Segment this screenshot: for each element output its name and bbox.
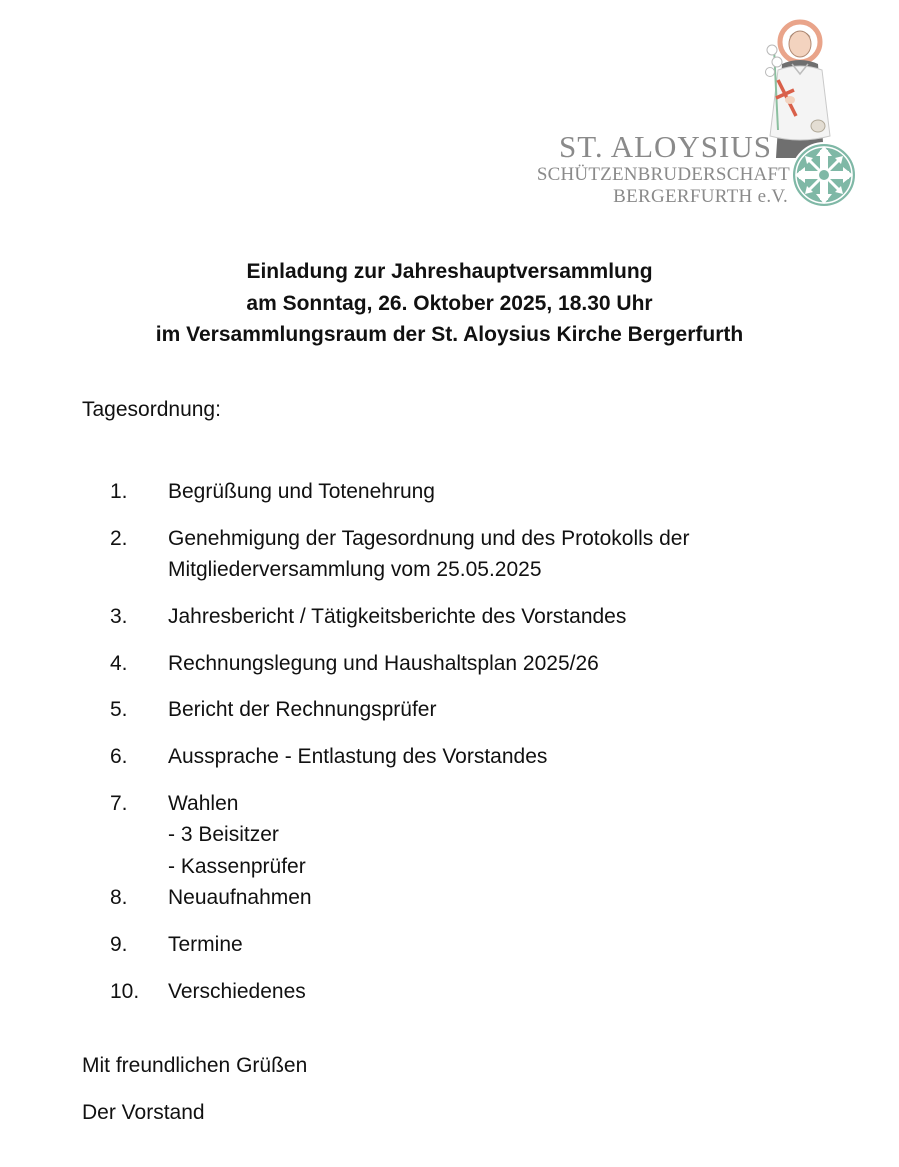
agenda-label: Tagesordnung: — [82, 398, 221, 421]
closing-greeting: Mit freundlichen Grüßen — [82, 1054, 308, 1077]
agenda-item-text — [168, 929, 810, 960]
agenda-item-number: 3. — [110, 604, 128, 628]
logo-location: BERGERFURTH e.V. — [613, 186, 788, 207]
agenda-item-number: 5. — [110, 698, 128, 722]
agenda-item-text — [168, 601, 810, 632]
heading-location: im Versammlungsraum der St. Aloysius Kirche Bergerfurth — [155, 323, 744, 346]
agenda-item-line: Rechnungslegung und Haushaltsplan 2025/26 — [168, 651, 599, 675]
heading-title: Einladung zur Jahreshauptversammlung — [246, 260, 653, 283]
agenda-item-number: 2. — [110, 526, 128, 550]
agenda-item-line: Jahresbericht / Tätigkeitsberichte des Vorstandes — [168, 604, 627, 628]
agenda-item-line: Begrüßung und Totenehrung — [168, 480, 435, 503]
agenda-item-text — [168, 476, 810, 507]
agenda-item — [110, 929, 810, 960]
agenda-item-text — [168, 648, 810, 679]
agenda-item — [110, 694, 810, 725]
agenda-item — [110, 976, 810, 1007]
agenda-item-number: 8. — [110, 885, 128, 909]
agenda-item — [110, 741, 810, 772]
agenda-item-text — [168, 788, 810, 882]
agenda-item-text — [168, 741, 810, 772]
agenda-item-subline: - Kassenprüfer — [168, 854, 306, 878]
agenda-item-line: Aussprache - Entlastung des Vorstandes — [168, 745, 548, 769]
agenda-item-number: 7. — [110, 792, 128, 816]
agenda-item-subline: - 3 Beisitzer — [168, 823, 279, 847]
agenda-item — [110, 601, 810, 632]
agenda-item-number: 1. — [110, 480, 128, 503]
agenda-item-number: 4. — [110, 651, 128, 675]
agenda-item — [110, 476, 810, 507]
agenda-list — [110, 476, 810, 1007]
club-logo — [490, 18, 870, 218]
agenda-item-line: Termine — [168, 932, 243, 956]
agenda-item — [110, 882, 810, 913]
agenda-item-line: Wahlen — [168, 792, 239, 816]
cross-emblem-icon — [789, 140, 859, 210]
agenda-item-text — [168, 882, 810, 913]
agenda-item-text — [168, 523, 810, 586]
heading-date: am Sonntag, 26. Oktober 2025, 18.30 Uhr — [246, 291, 653, 315]
agenda-item — [110, 788, 810, 882]
agenda-item-line: Bericht der Rechnungsprüfer — [168, 698, 437, 722]
invitation-heading — [0, 256, 899, 351]
agenda-item-line: Neuaufnahmen — [168, 885, 312, 909]
agenda-item-number: 6. — [110, 745, 128, 769]
logo-wordmark — [490, 130, 790, 208]
agenda-item-text — [168, 694, 810, 725]
agenda-item-number: 10. — [110, 979, 140, 1003]
logo-title: ST. ALOYSIUS — [559, 129, 772, 164]
agenda-item — [110, 523, 810, 586]
agenda-item-line: Verschiedenes — [168, 979, 306, 1003]
logo-subtitle: SCHÜTZENBRUDERSCHAFT — [536, 164, 790, 185]
agenda-item-text — [168, 976, 810, 1007]
agenda-item-line: Genehmigung der Tagesordnung und des Protokolls der — [168, 526, 690, 550]
agenda-item-number: 9. — [110, 932, 128, 956]
agenda-item — [110, 648, 810, 679]
agenda-item-line: Mitgliederversammlung vom 25.05.2025 — [168, 558, 542, 582]
closing-signature: Der Vorstand — [82, 1101, 205, 1124]
